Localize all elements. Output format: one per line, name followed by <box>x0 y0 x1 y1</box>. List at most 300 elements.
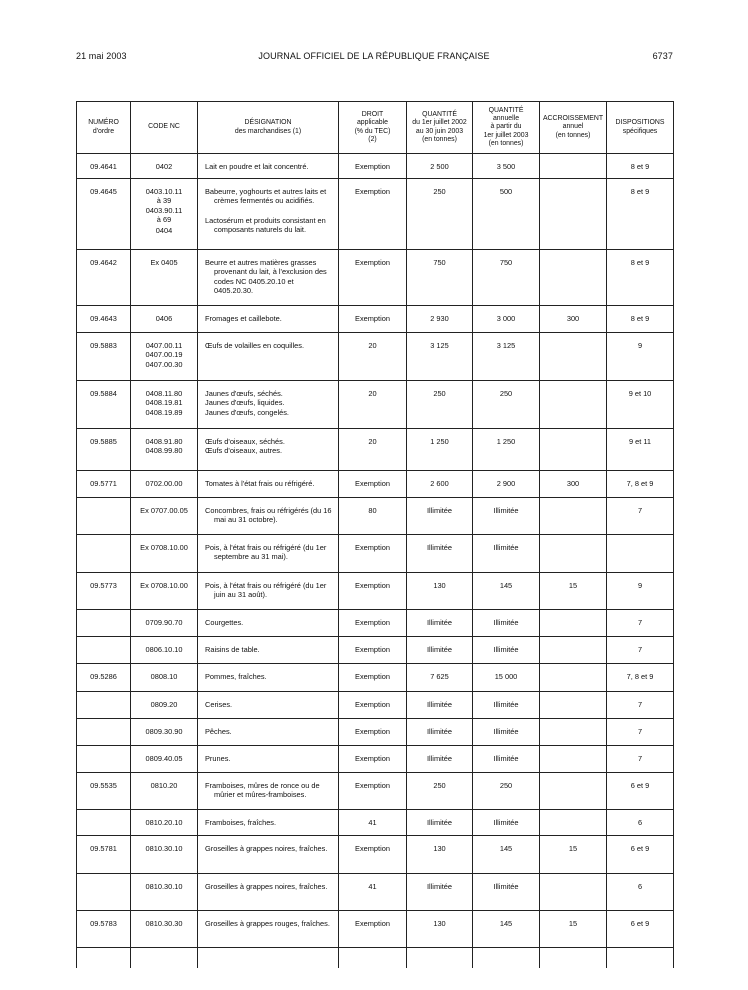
quantite-value: 750 <box>433 258 446 267</box>
cell-code-nc <box>131 429 198 471</box>
droit-value: Exemption <box>355 314 390 323</box>
designation-list <box>198 610 338 627</box>
designation-text: Courgettes. <box>205 618 244 627</box>
table-row <box>77 333 674 381</box>
code-list <box>131 773 197 790</box>
cell-dispositions <box>607 773 674 810</box>
empty-cell <box>198 948 339 968</box>
code-nc-value: 0809.30.90 <box>145 727 183 736</box>
table-row <box>77 773 674 810</box>
code-nc-value: Ex 0405 <box>150 258 178 267</box>
header-designation <box>198 102 339 154</box>
accroissement-value <box>540 773 606 781</box>
quantite-annuelle-value: Illimitée <box>493 618 519 627</box>
droit-value: Exemption <box>355 543 390 552</box>
designation-text: Jaunes d'œufs, congelés. <box>205 407 289 417</box>
quantite-annuelle-value: 2 900 <box>496 479 516 488</box>
cell-droit <box>339 719 407 746</box>
cell-numero <box>77 573 131 610</box>
cell-quantite-2002 <box>407 573 473 610</box>
designation-list <box>198 535 338 562</box>
cell-quantite-annuelle <box>473 498 540 535</box>
code-list <box>131 306 197 323</box>
cell-quantite-2002 <box>407 874 473 911</box>
code-nc-value: 0810.30.10 <box>145 844 183 853</box>
header-line: (en tonnes) <box>555 131 591 139</box>
accroissement-value <box>540 874 606 882</box>
cell-dispositions <box>607 911 674 948</box>
code-nc-value: 0809.20 <box>150 700 178 709</box>
cell-code-nc <box>131 250 198 306</box>
table-row <box>77 471 674 498</box>
journal-title: JOURNAL OFFICIEL DE LA RÉPUBLIQUE FRANÇAISE <box>258 51 490 61</box>
accroissement-value: 15 <box>568 844 578 853</box>
header-line: CODE NC <box>148 123 180 131</box>
cell-numero <box>77 836 131 874</box>
quantite-value: 250 <box>433 389 446 398</box>
quantite-annuelle-value: 15 000 <box>494 672 518 681</box>
table-row <box>77 692 674 719</box>
accroissement-value <box>540 719 606 727</box>
cell-quantite-2002 <box>407 381 473 429</box>
cell-designation <box>198 719 339 746</box>
accroissement-value: 300 <box>566 479 580 488</box>
quantite-value: Illimitée <box>426 543 453 552</box>
numero-value: 09.4641 <box>90 162 117 171</box>
cell-code-nc <box>131 719 198 746</box>
quantite-value: 130 <box>433 844 446 853</box>
cell-designation <box>198 306 339 333</box>
header-line: QUANTITÉ <box>488 106 524 114</box>
cell-quantite-annuelle <box>473 535 540 573</box>
designation-text: Groseilles à grappes noires, fraîches. <box>205 882 328 891</box>
cell-numero <box>77 535 131 573</box>
cell-quantite-annuelle <box>473 692 540 719</box>
code-nc-value: 0810.20.10 <box>145 818 183 827</box>
designation-list <box>198 306 338 323</box>
dispositions-value: 8 et 9 <box>630 258 650 267</box>
cell-quantite-2002 <box>407 250 473 306</box>
cell-quantite-2002 <box>407 773 473 810</box>
designation-text: Groseilles à grappes noires, fraîches. <box>205 844 328 853</box>
designation-list <box>198 429 338 456</box>
cell-accroissement <box>540 179 607 250</box>
dispositions-value: 8 et 9 <box>630 162 650 171</box>
cell-numero <box>77 471 131 498</box>
cell-quantite-annuelle <box>473 154 540 179</box>
cell-accroissement <box>540 535 607 573</box>
code-nc-value: 0402 <box>155 162 173 171</box>
cell-accroissement <box>540 498 607 535</box>
droit-value: Exemption <box>355 700 390 709</box>
cell-droit <box>339 773 407 810</box>
quantite-value: 130 <box>433 919 446 928</box>
code-list <box>131 664 197 681</box>
cell-droit <box>339 471 407 498</box>
cell-accroissement <box>540 610 607 637</box>
cell-quantite-2002 <box>407 179 473 250</box>
cell-dispositions <box>607 250 674 306</box>
header-line: annuel <box>562 123 584 131</box>
dispositions-value: 7 <box>637 700 643 709</box>
cell-quantite-annuelle <box>473 381 540 429</box>
header-line: au 30 juin 2003 <box>415 127 464 135</box>
cell-designation <box>198 154 339 179</box>
code-list <box>131 637 197 654</box>
designation-text: Fromages et caillebote. <box>205 314 282 323</box>
quantite-annuelle-value: 3 000 <box>496 314 516 323</box>
cell-dispositions <box>607 719 674 746</box>
code-nc-value: 0407.00.30 <box>145 359 183 369</box>
header-line: applicable <box>356 119 389 127</box>
designation-list <box>198 637 338 654</box>
accroissement-value: 15 <box>568 581 578 590</box>
table-row <box>77 911 674 948</box>
cell-code-nc <box>131 836 198 874</box>
accroissement-value <box>540 333 606 341</box>
droit-value: Exemption <box>355 727 390 736</box>
designation-text: Groseilles à grappes rouges, fraîches. <box>205 919 330 928</box>
cell-droit <box>339 498 407 535</box>
cell-numero <box>77 746 131 773</box>
droit-value: Exemption <box>355 479 390 488</box>
cell-droit <box>339 610 407 637</box>
code-nc-value: 0809.40.05 <box>145 754 183 763</box>
accroissement-value <box>540 179 606 187</box>
droit-value: Exemption <box>355 754 390 763</box>
cell-code-nc <box>131 573 198 610</box>
numero-value: 09.5781 <box>90 844 117 853</box>
cell-droit <box>339 429 407 471</box>
cell-numero <box>77 250 131 306</box>
header-droit <box>339 102 407 154</box>
quantite-value: Illimitée <box>426 618 453 627</box>
cell-quantite-2002 <box>407 664 473 692</box>
cell-droit <box>339 836 407 874</box>
cell-droit <box>339 179 407 250</box>
cell-accroissement <box>540 381 607 429</box>
designation-text: Lait en poudre et lait concentré. <box>205 162 309 171</box>
quantite-annuelle-value: Illimitée <box>493 818 519 827</box>
cell-designation <box>198 836 339 874</box>
code-nc-value: 0810.30.30 <box>145 919 183 928</box>
droit-value: 20 <box>368 389 377 398</box>
numero-value <box>77 810 130 818</box>
cell-accroissement <box>540 911 607 948</box>
code-list <box>131 610 197 627</box>
quantite-annuelle-value: Illimitée <box>493 700 519 709</box>
dispositions-value: 6 et 9 <box>630 919 650 928</box>
cell-designation <box>198 911 339 948</box>
designation-text: Lactosérum et produits consistant en composants naturels du lait. <box>205 215 326 234</box>
designation-list <box>198 250 338 295</box>
quantite-value: 1 250 <box>430 437 449 446</box>
cell-dispositions <box>607 692 674 719</box>
cell-numero <box>77 692 131 719</box>
quantite-annuelle-value: 250 <box>499 389 513 398</box>
cell-quantite-2002 <box>407 692 473 719</box>
cell-quantite-2002 <box>407 719 473 746</box>
numero-value: 09.5783 <box>90 919 117 928</box>
header-line: spécifiques <box>622 127 658 135</box>
accroissement-value <box>540 429 606 437</box>
designation-list <box>198 836 338 853</box>
cell-code-nc <box>131 664 198 692</box>
empty-cell <box>473 948 540 968</box>
designation-text: Prunes. <box>205 754 231 763</box>
cell-numero <box>77 306 131 333</box>
cell-code-nc <box>131 810 198 836</box>
designation-text: Raisins de table. <box>205 645 260 654</box>
numero-value: 09.4642 <box>90 258 117 267</box>
table-row <box>77 874 674 911</box>
cell-quantite-2002 <box>407 911 473 948</box>
quantite-value: Illimitée <box>426 506 453 515</box>
cell-numero <box>77 719 131 746</box>
header-line: DÉSIGNATION <box>244 119 292 127</box>
cell-numero <box>77 664 131 692</box>
cell-quantite-annuelle <box>473 637 540 664</box>
cell-accroissement <box>540 719 607 746</box>
cell-dispositions <box>607 746 674 773</box>
header-line: annuelle <box>492 115 520 123</box>
quantite-annuelle-value: 3 125 <box>496 341 516 350</box>
cell-code-nc <box>131 773 198 810</box>
droit-value: Exemption <box>355 187 390 196</box>
code-list <box>131 535 197 552</box>
cell-quantite-annuelle <box>473 836 540 874</box>
cell-numero <box>77 333 131 381</box>
table-row <box>77 535 674 573</box>
cell-accroissement <box>540 746 607 773</box>
cell-quantite-2002 <box>407 535 473 573</box>
code-nc-value: 0810.20 <box>150 781 178 790</box>
code-list <box>131 810 197 827</box>
cell-designation <box>198 333 339 381</box>
code-nc-value: 0808.10 <box>150 672 178 681</box>
table-row <box>77 498 674 535</box>
cell-droit <box>339 637 407 664</box>
quantite-value: 130 <box>433 581 446 590</box>
cell-dispositions <box>607 154 674 179</box>
code-list <box>131 573 197 590</box>
designation-list <box>198 719 338 736</box>
designation-list <box>198 381 338 417</box>
table-row <box>77 573 674 610</box>
accroissement-value <box>540 154 606 162</box>
cell-dispositions <box>607 874 674 911</box>
empty-cell <box>131 948 198 968</box>
quantite-annuelle-value: Illimitée <box>493 727 519 736</box>
table-row <box>77 429 674 471</box>
cell-quantite-annuelle <box>473 333 540 381</box>
dispositions-value: 9 <box>637 341 643 350</box>
cell-code-nc <box>131 306 198 333</box>
cell-quantite-annuelle <box>473 664 540 692</box>
cell-accroissement <box>540 429 607 471</box>
accroissement-value <box>540 250 606 258</box>
cell-quantite-annuelle <box>473 429 540 471</box>
quantite-value: 2 930 <box>430 314 449 323</box>
cell-accroissement <box>540 306 607 333</box>
cell-quantite-2002 <box>407 333 473 381</box>
dispositions-value: 7, 8 et 9 <box>626 672 654 681</box>
quantite-annuelle-value: Illimitée <box>493 754 519 763</box>
cell-quantite-annuelle <box>473 250 540 306</box>
header-dispositions <box>607 102 674 154</box>
quantite-value: 7 625 <box>430 672 449 681</box>
cell-quantite-annuelle <box>473 610 540 637</box>
numero-value: 09.5773 <box>90 581 117 590</box>
code-list <box>131 692 197 709</box>
table-row <box>77 610 674 637</box>
designation-text: Tomates à l'état frais ou réfrigéré. <box>205 479 315 488</box>
cell-droit <box>339 250 407 306</box>
quantite-annuelle-value: Illimitée <box>493 882 519 891</box>
table-row <box>77 306 674 333</box>
dispositions-value: 7 <box>637 618 643 627</box>
code-nc-value: 0408.91.80 <box>145 437 183 446</box>
header-line: du 1er juillet 2002 <box>412 119 467 127</box>
cell-quantite-2002 <box>407 836 473 874</box>
numero-value: 09.5535 <box>90 781 117 790</box>
cell-dispositions <box>607 573 674 610</box>
numero-value <box>77 610 130 618</box>
designation-list <box>198 179 338 234</box>
cell-numero <box>77 498 131 535</box>
quantite-value: Illimitée <box>426 754 453 763</box>
quantite-value: Illimitée <box>426 700 453 709</box>
code-list <box>131 429 197 456</box>
accroissement-value <box>540 664 606 672</box>
quantite-value: Illimitée <box>426 645 453 654</box>
designation-text: Beurre et autres matières grasses provenant du lait, à l'exclusion des codes NC 0405.20.10 et 0405.20.30. <box>205 258 327 295</box>
cell-accroissement <box>540 874 607 911</box>
code-list <box>131 719 197 736</box>
code-nc-value: à 39 <box>156 196 172 206</box>
cell-droit <box>339 381 407 429</box>
quantite-value: Illimitée <box>426 727 453 736</box>
cell-quantite-annuelle <box>473 573 540 610</box>
quantite-annuelle-value: 250 <box>499 781 513 790</box>
cell-accroissement <box>540 810 607 836</box>
designation-list <box>198 692 338 709</box>
code-list <box>131 746 197 763</box>
cell-code-nc <box>131 874 198 911</box>
cell-code-nc <box>131 746 198 773</box>
empty-cell <box>339 948 407 968</box>
cell-designation <box>198 692 339 719</box>
cell-quantite-2002 <box>407 306 473 333</box>
designation-text: Pêches. <box>205 727 232 736</box>
empty-cell <box>407 948 473 968</box>
quantite-value: 250 <box>433 187 446 196</box>
accroissement-value <box>540 810 606 818</box>
cell-dispositions <box>607 610 674 637</box>
quantite-value: 2 600 <box>430 479 449 488</box>
dispositions-value: 9 <box>637 581 643 590</box>
cell-quantite-2002 <box>407 498 473 535</box>
droit-value: 41 <box>368 882 377 891</box>
droit-value: 80 <box>368 506 377 515</box>
cell-droit <box>339 154 407 179</box>
cell-dispositions <box>607 333 674 381</box>
table-row <box>77 179 674 250</box>
code-list <box>131 471 197 488</box>
designation-text: Framboises, fraîches. <box>205 818 277 827</box>
designation-list <box>198 746 338 763</box>
code-list <box>131 250 197 267</box>
cell-quantite-2002 <box>407 746 473 773</box>
header-line: (en tonnes) <box>488 139 524 147</box>
cell-dispositions <box>607 535 674 573</box>
header-line: (% du TEC) <box>354 127 391 135</box>
numero-value: 09.5883 <box>90 341 117 350</box>
numero-value: 09.4645 <box>90 187 117 196</box>
cell-quantite-annuelle <box>473 773 540 810</box>
cell-quantite-annuelle <box>473 874 540 911</box>
numero-value <box>77 535 130 543</box>
header-line: (2) <box>368 135 377 143</box>
cell-numero <box>77 637 131 664</box>
cell-quantite-annuelle <box>473 719 540 746</box>
designation-text: Framboises, mûres de ronce ou de mûrier et mûres-framboises. <box>205 781 320 800</box>
cell-designation <box>198 498 339 535</box>
designation-list <box>198 471 338 488</box>
cell-accroissement <box>540 250 607 306</box>
numero-value: 09.4643 <box>90 314 117 323</box>
designation-list <box>198 773 338 800</box>
cell-quantite-annuelle <box>473 179 540 250</box>
dispositions-value: 8 et 9 <box>630 314 650 323</box>
cell-designation <box>198 637 339 664</box>
cell-dispositions <box>607 429 674 471</box>
code-list <box>131 498 197 515</box>
droit-value: Exemption <box>355 781 390 790</box>
designation-text: Œufs d'oiseaux, autres. <box>205 446 282 456</box>
table-row <box>77 810 674 836</box>
code-nc-value: 0810.30.10 <box>145 882 183 891</box>
designation-list <box>198 333 338 350</box>
cell-quantite-2002 <box>407 637 473 664</box>
header-line: à partir du <box>490 123 522 131</box>
cell-designation <box>198 429 339 471</box>
tariff-quota-table <box>76 101 674 968</box>
header-line: DISPOSITIONS <box>615 119 665 127</box>
cell-code-nc <box>131 471 198 498</box>
designation-text: Jaunes d'œufs, liquides. <box>205 398 285 408</box>
designation-list <box>198 810 338 827</box>
designation-list <box>198 573 338 600</box>
cell-numero <box>77 179 131 250</box>
cell-dispositions <box>607 664 674 692</box>
cell-designation <box>198 874 339 911</box>
cell-dispositions <box>607 637 674 664</box>
quantite-value: 2 500 <box>430 162 449 171</box>
header-line: QUANTITÉ <box>422 110 457 118</box>
dispositions-value: 6 <box>637 818 643 827</box>
code-list <box>131 381 197 417</box>
cell-accroissement <box>540 333 607 381</box>
numero-value <box>77 719 130 727</box>
cell-quantite-annuelle <box>473 471 540 498</box>
code-nc-value: Ex 0707.00.05 <box>140 506 188 515</box>
empty-cell <box>77 948 131 968</box>
table-row <box>77 746 674 773</box>
header-line: (en tonnes) <box>422 135 457 143</box>
accroissement-value <box>540 535 606 543</box>
table-row <box>77 637 674 664</box>
